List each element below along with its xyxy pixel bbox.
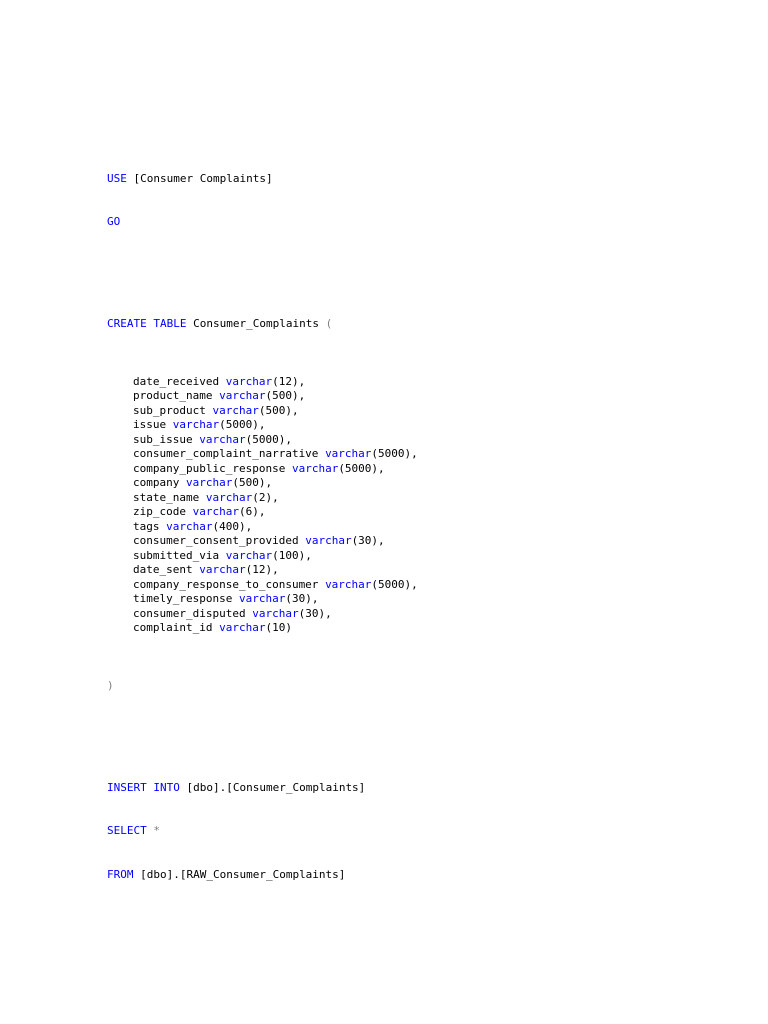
column-definitions [107,375,418,636]
column-size: (5000), [338,461,385,475]
column-size: (500), [265,389,306,402]
column-definition-line [107,621,418,636]
column-definition-line [107,389,418,404]
column-size: (5000), [371,447,418,460]
column-name: tags [133,519,160,533]
column-name: zip_code [133,505,186,518]
column-size: (10) [265,621,292,634]
create-table-line [107,317,418,332]
column-definition-line [107,433,418,448]
column-name: consumer_consent_provided [133,534,299,547]
insert-target: [dbo].[Consumer_Complaints] [179,780,366,794]
column-definition-line [107,404,418,419]
column-size: (500), [258,403,299,417]
go-statement-line [107,215,418,230]
from-source: [dbo].[RAW_Consumer_Complaints] [133,867,346,881]
column-name: issue [133,418,167,431]
column-name: sub_product [133,403,206,417]
blank-line [107,723,418,738]
column-name: company_public_response [133,461,286,475]
column-name: consumer_complaint_narrative [133,447,319,460]
open-paren: ( [325,316,333,330]
column-type-keyword: varchar [325,447,372,460]
column-name: date_received [133,374,220,388]
column-size: (5000), [245,432,292,446]
select-keyword: SELECT [107,824,147,837]
column-type-keyword: varchar [238,592,286,605]
column-name: date_sent [133,563,193,576]
column-name: company_response_to_consumer [133,577,319,591]
column-name: complaint_id [133,621,213,634]
column-definition-line [107,476,418,491]
column-size: (30), [285,592,319,605]
close-paren-line [107,679,418,694]
insert-into-line [107,781,418,796]
column-type-keyword: varchar [305,534,352,547]
column-size: (5000), [219,418,266,431]
column-type-keyword: varchar [192,505,239,518]
column-size: (500), [232,476,273,489]
use-statement-line [107,172,418,187]
column-size: (12), [245,563,279,576]
column-type-keyword: varchar [199,563,246,576]
insert-keyword: INSERT [107,780,147,794]
column-name: product_name [133,389,213,402]
column-definition-line [107,375,418,390]
from-line [107,868,418,883]
column-definition-line [107,447,418,462]
column-definition-line [107,418,418,433]
column-name: consumer_disputed [133,606,246,620]
column-size: (400), [212,519,253,533]
column-definition-line [107,462,418,477]
column-size: (2), [252,490,279,504]
column-type-keyword: varchar [166,519,213,533]
column-type-keyword: varchar [219,621,266,634]
column-type-keyword: varchar [212,403,259,417]
column-type-keyword: varchar [185,476,233,489]
create-keyword: CREATE [107,316,147,330]
from-keyword: FROM [107,867,134,881]
column-definition-line [107,534,418,549]
column-type-keyword: varchar [172,418,220,431]
column-size: (12), [272,374,306,388]
column-size: (100), [272,548,312,562]
column-definition-line [107,520,418,535]
go-keyword: GO [107,215,121,228]
column-definition-line [107,578,418,593]
table-name: Consumer_Complaints [186,316,326,330]
column-type-keyword: varchar [219,389,266,402]
column-definition-line [107,563,418,578]
table-keyword: TABLE [153,316,187,330]
column-type-keyword: varchar [205,490,253,504]
use-keyword: USE [107,171,127,185]
column-definition-line [107,607,418,622]
column-definition-line [107,592,418,607]
blank-line [107,259,418,274]
column-type-keyword: varchar [325,577,372,591]
column-type-keyword: varchar [252,606,299,620]
column-name: submitted_via [133,548,220,562]
select-line [107,824,418,839]
column-size: (6), [238,505,266,518]
column-name: timely_response [133,592,233,605]
column-type-keyword: varchar [199,432,246,446]
column-type-keyword: varchar [291,461,339,475]
into-keyword: INTO [153,780,180,794]
column-definition-line [107,505,418,520]
column-type-keyword: varchar [225,548,273,562]
close-paren: ) [107,679,114,692]
column-size: (5000), [371,577,418,591]
column-size: (30), [298,606,332,620]
select-star: * [153,824,160,837]
column-definition-line [107,549,418,564]
column-name: state_name [133,490,200,504]
sql-code-block [107,128,418,911]
column-name: company [133,476,180,489]
column-definition-line [107,491,418,506]
column-name: sub_issue [133,432,193,446]
column-type-keyword: varchar [225,374,273,388]
database-name: [Consumer Complaints] [126,171,273,185]
column-size: (30), [351,534,385,547]
